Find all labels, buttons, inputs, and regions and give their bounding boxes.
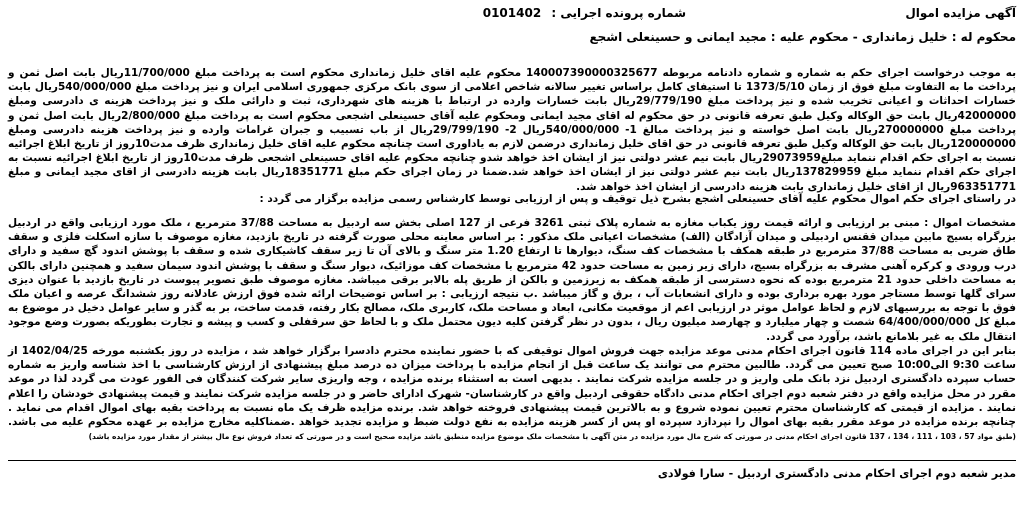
case-number-label: شماره پرونده اجرایی : xyxy=(551,6,686,20)
auction-terms-paragraph xyxy=(8,344,1016,456)
auction-notice xyxy=(8,4,1016,524)
property-description-paragraph: مشخصات اموال : مبنی بر ارزیابی و ارائه قیمت روز یکباب مغازه به شماره پلاک ثبتی 3261 فرعی از 127 اصلی بخش سه اردبیل به مساحت 37/88 مترمربع ، ملک مورد ارزیابی واقع در اردبیل بزرگراه بسیج مابین میدان ققنس اردبیلی و میدان آزادگان (الف) مشخصات اعیانی ملک مذکور : بر اساس معاینه محلی صورت گرفته در تاریخ بازدید، مغازه موصوف با سازه اسکلت فلزی و سقف طاق ضربی به مساحت 37/88 مترمربع در طبقه همکف با مشخصات کف سنگ، دیوارها تا ارتفاع 1.20 متر سنگ و بالای آن تا زیر سقف کاشیکاری شده و سقف با پوشش اندود گچ سفید و دارای درب ورودی و کرکره آهنی مشرف به بزرگراه بسیج، دارای زیر زمین به مساحت حدود 42 مترمربع با مشخصات کف موزائیک، دیوار سنگ و سقف با پوشش اندود سیمان سفید و همچنین دارای بالکن به مساحت داخلی حدود 21 مترمربع بوده که نحوه دسترسی از طبقه همکف به زیرزمین و بالکن از طریق پله بالابر برقی میباشد. مغازه موصوف طبق تصویر پیوست در تاریخ بازدید با عنوان دیزی سرای گلها توسط مستاجر مورد بهره برداری بوده و دارای انشعابات آب ، برق و گاز میباشد .ب نتیجه ارزیابی : بر اساس توضیحات ارائه شده فوق ارزش عادلانه روز ششدانگ عرصه و اعیان ملک فوق با توجه به بررسیهای لازم و لحاظ عوامل موثر در ارزیابی اعم از موقعیت مکانی، ابعاد و مساحت ملک، کاربری ملک، مصالح بکار رفته، قدمت ساخت، بر به گذر و سایر عوامل دخیل در موضوع به مبلغ کل 64/400/000/000 شصت و چهار میلیارد و چهارصد میلیون ریال ، بدون در نظر گرفتن کلیه دیون محتمل ملک و با لحاظ حق سرقفلی و کسب و پیشه و تجارت بطوریکه بصورت وضع موجود انتقال ملک به غیر بلامانع باشد، برآورد می گردد. xyxy=(8,217,1016,343)
legal-articles-note: (طبق مواد 57 ، 103 ، 111 ، 134 ، 137 قانون اجرای احکام مدنی در صورتی که شرح مال مورد مزایده در متن آگهی با مشخصات ملک موضوع مزایده منطبق باشد مزایده صحیح است و در صورتی که تعداد فروش نوع مال بیشتر از مقدار مورد مزایده باشد) xyxy=(88,432,1016,442)
case-number-block xyxy=(483,6,686,20)
signature-line: مدیر شعبه دوم اجرای احکام مدنی دادگستری اردبیل - سارا فولادی xyxy=(657,467,1016,480)
footer-divider xyxy=(8,460,1016,461)
seizure-paragraph: در راستای اجرای حکم اموال محکوم علیه آقای حسینعلی اشجع بشرح ذیل توقیف و پس از ارزیابی توسط کارشناس رسمی مزایده برگزار می گردد : xyxy=(259,193,1016,205)
parties-line: محکوم له : خلیل زمانداری - محکوم علیه : مجید ایمانی و حسینعلی اشجع xyxy=(589,30,1016,44)
notice-header xyxy=(8,4,1016,26)
case-number-value: 0101402 xyxy=(482,6,542,20)
auction-terms-text: بنابر این در اجرای ماده 114 قانون اجرای احکام مدنی موعد مزایده جهت فروش اموال توقیفی که با حضور نماینده محترم دادسرا برگزار خواهد شد ، مزایده در روز یکشنبه مورخه 1402/04/25 از ساعت 9:30 الی10:00 صبح تعیین می گردد. طالبین محترم می توانند یک ساعت قبل از انجام مزایده با پرداخت میزان ده درصد مبلغ پیشنهادی از ارزش کارشناسی با اخذ شناسه واریز به شماره حساب سپرده دادگستری اردبیل نزد بانک ملی واریز و در جلسه مزایده شرکت نمایند . بدیهی است به استثناء برنده مزایده ، وجه واریزی سایر شرکت کنندگان فی الفور عودت می گردد لذا در موعد مقرر در محل مزایده واقع در دفتر شعبه دوم اجرای احکام مدنی دادگاه حقوقی اردبیل واقع در کارشناسان- شهرک ادارای حاضر و در جلسه مزایده شرکت نمایند و قیمت پیشنهادی خودشان را اعلام نمایند . مزایده از قیمتی که کارشناسان محترم تعیین نموده شروع و به بالاترین قیمت پیشنهادی فروخته خواهد شد. برنده مزایده ظرف یک ماه نسبت به پرداخت بقیه بهای اموال اقدام می نماید . چنانچه برنده مزایده در موعد مقرر بقیه بهای اموال را نپردازد سپرده او پس از کسر هزینه مزایده به نفع دولت ضبط و مزایده تجدید خواهد .ضمناکلیه مخارج مزایده بر عهده محکوم علیه می باشد. xyxy=(8,345,1016,429)
judgment-paragraph: به موجب درخواست اجرای حکم به شماره و شماره دادنامه مربوطه 140007390000325677 محکوم علیه اقای خلیل زمانداری محکوم است به پرداخت مبلغ 11/700/000ریال بابت اصل ثمن و پرداخت ما به التفاوت مبلغ فوق از زمان 1373/5/10 تا استیفای کامل براساس تغییر سالانه شاخص اعلامی از سوی بانک مرکزی جمهوری اسلامی ایران و نیز پرداخت مبلغ 540/000/000ریال بابت خسارات احداثات و اعیانی تخریب شده و نیز پرداخت مبلغ 29/779/190ریال بابت خسارات وارده در ارتباط با هزینه های شهرداری، ثبت و دارائی ملک و نیز پرداخت هزینه ی دادرسی ومبلغ 42000000ریال بابت حق الوکاله وکیل طبق تعرفه قانونی در حق محکوم له اقای مجید ایمانی ومحکوم علیه آقای حسینعلی اشجعی محکوم است به پرداخت مبلغ 2/800/000ریال بابت اصل ثمن و پرداخت مبلغ 270000000ریال بابت اصل خواسته و نیز پرداخت مبالغ 1- 540/000/000ریال 2- 29/799/190ریال از باب تسبیب و جبران غرامات وارده و نیز پرداخت هزینه دادرسی ومبلغ 120000000ریال بابت حق الوکاله وکیل طبق تعرفه قانونی در حق اقای خلیل زمانداری درضمن لازم به یاداوری است چنانچه محکوم علیه اقای خلیل زمانداری ظرف مدت10روز از تاریخ ابلاغ اجرائیه نسبت به اجرای حکم اقدام ننماید مبلغ29073959ریال بابت نیم عشر دولتی نیز از ایشان اخذ خواهد شدو چنانچه محکوم علیه اقای حسینعلی اشجعی ظرف مدت10روز از تاریخ ابلاغ اجرائیه نسبت به اجرای حکم اقدام ننماید مبلغ 137829959ریال بابت نیم عشر دولتی نیز از ایشان اخذ خواهد شد.ضمنا در زمان اجرای حکم مبلغ 18351771ریال بابت هزینه دادرسی از اقای مجید ایمانی و مبلغ 963351771ریال از اقای خلیل زمانداری بابت هزینه دادرسی از ایشان اخذ خواهد شد. xyxy=(8,67,1017,193)
notice-title: آگهی مزایده اموال xyxy=(905,6,1016,20)
